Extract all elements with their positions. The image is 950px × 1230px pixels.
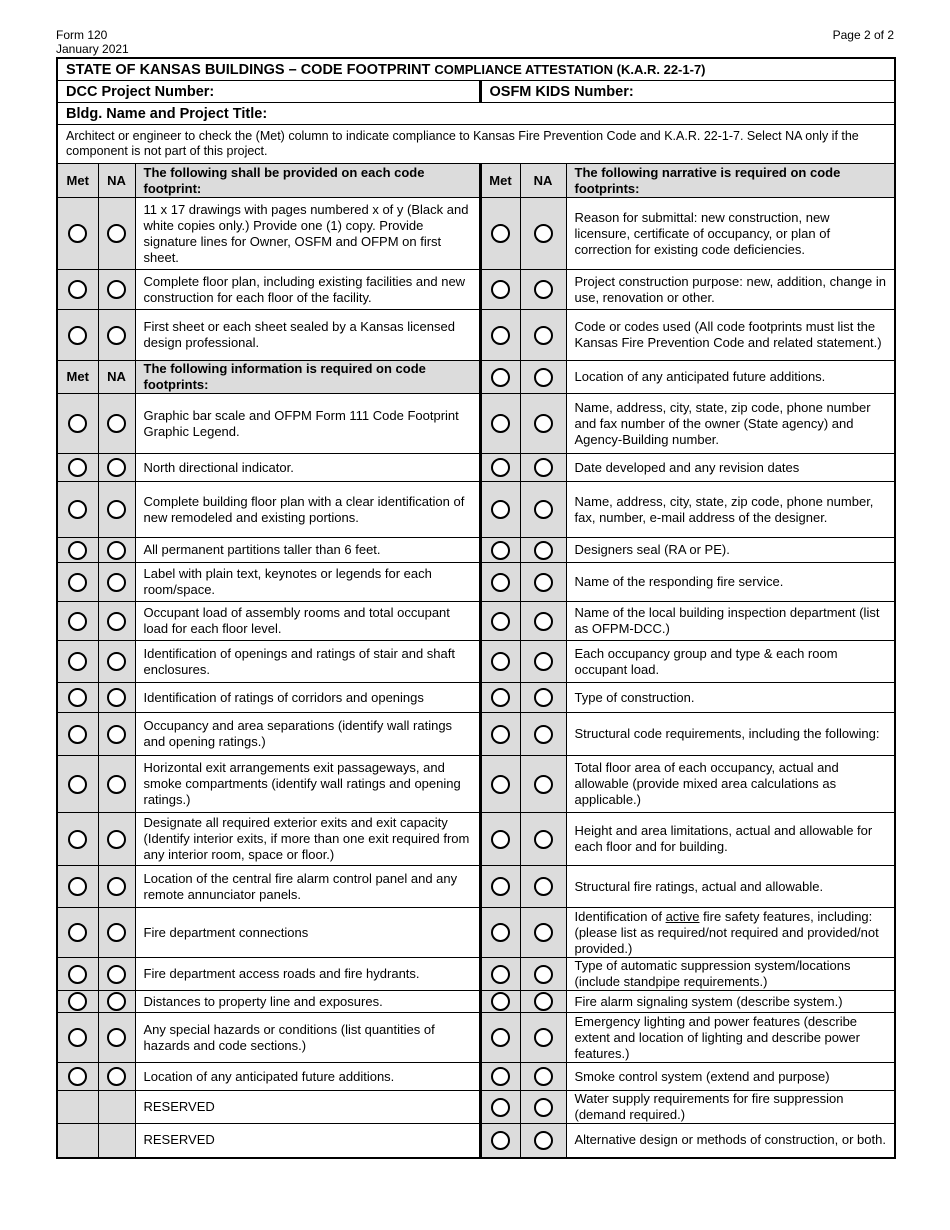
left-na-radio[interactable] [107,500,126,519]
empty-check-cell [98,1124,135,1158]
right-met-cell [480,454,520,482]
right-met-cell [480,1063,520,1091]
right-na-cell [520,756,566,813]
left-item-text: Fire department connections [135,908,480,958]
table-row [57,713,895,756]
right-item-text-underline: active [665,908,700,924]
left-na-cell [98,813,135,866]
table-row [57,482,895,538]
right-na-radio[interactable] [534,224,553,243]
left-na-cell [98,756,135,813]
table-row [57,866,895,908]
right-na-radio[interactable] [534,923,553,942]
left-met-cell [57,991,98,1013]
left-met-radio[interactable] [68,1067,87,1086]
right-met-cell [480,866,520,908]
osfm-kids-number-label: OSFM KIDS Number: [489,83,634,100]
right-section-heading: The following narrative is required on code footprints: [566,164,895,198]
left-na-cell [98,602,135,641]
left-met-cell [57,538,98,563]
left-met-cell [57,813,98,866]
right-met-radio[interactable] [491,652,510,671]
right-na-radio[interactable] [534,652,553,671]
left-na-cell [98,641,135,683]
right-item-text: Structural code requirements, including the following: [566,713,895,756]
right-na-radio[interactable] [534,326,553,345]
right-na-radio[interactable] [534,877,553,896]
na-column-header: NA [98,164,135,198]
left-na-cell [98,310,135,361]
left-met-cell [57,713,98,756]
left-met-cell [57,198,98,270]
right-met-cell [480,756,520,813]
table-row [57,602,895,641]
right-na-cell [520,361,566,394]
right-met-radio[interactable] [491,923,510,942]
right-met-radio[interactable] [491,877,510,896]
left-item-text: Horizontal exit arrangements exit passageways, and smoke compartments (identify wall ratings and opening ratings.) [135,756,480,813]
met-column-header: Met [480,164,520,198]
right-met-cell [480,1013,520,1063]
right-na-radio[interactable] [534,1067,553,1086]
right-item-text: Emergency lighting and power features (describe extent and location of lighting and describe power features.) [566,1013,895,1063]
left-item-text: Complete floor plan, including existing facilities and new construction for each floor of the facility. [135,270,480,310]
table-row [57,538,895,563]
right-met-radio[interactable] [491,1028,510,1047]
right-na-cell [520,866,566,908]
right-na-radio[interactable] [534,1098,553,1117]
right-met-cell [480,538,520,563]
right-item-text: Height and area limitations, actual and allowable for each floor and for building. [566,813,895,866]
right-met-radio[interactable] [491,458,510,477]
right-na-cell [520,270,566,310]
table-row [57,563,895,602]
right-met-radio[interactable] [491,326,510,345]
left-na-cell [98,270,135,310]
right-na-radio[interactable] [534,280,553,299]
right-na-radio[interactable] [534,992,553,1011]
right-met-radio[interactable] [491,830,510,849]
right-item-text: Total floor area of each occupancy, actual and allowable (provide mixed area calculations as applicable.) [566,756,895,813]
form-info [56,28,129,56]
left-met-radio[interactable] [68,612,87,631]
left-met-radio[interactable] [68,458,87,477]
left-met-cell [57,310,98,361]
left-item-text: First sheet or each sheet sealed by a Kansas licensed design professional. [135,310,480,361]
right-met-radio[interactable] [491,725,510,744]
right-met-radio[interactable] [491,612,510,631]
right-na-cell [520,310,566,361]
left-na-cell [98,198,135,270]
right-met-cell [480,713,520,756]
left-na-cell [98,908,135,958]
right-met-radio[interactable] [491,368,510,387]
left-met-cell [57,958,98,991]
right-met-cell [480,991,520,1013]
left-na-radio[interactable] [107,725,126,744]
left-item-text: Any special hazards or conditions (list quantities of hazards and code sections.) [135,1013,480,1063]
right-na-radio[interactable] [534,612,553,631]
right-na-cell [520,1063,566,1091]
table-row [57,683,895,713]
right-met-cell [480,1124,520,1158]
right-item-text: Project construction purpose: new, addition, change in use, renovation or other. [566,270,895,310]
right-item-text: Location of any anticipated future additions. [566,361,895,394]
left-item-text: Label with plain text, keynotes or legends for each room/space. [135,563,480,602]
left-met-radio[interactable] [68,414,87,433]
right-na-radio[interactable] [534,775,553,794]
left-met-radio[interactable] [68,877,87,896]
left-met-radio[interactable] [68,652,87,671]
right-item-text: Water supply requirements for fire suppression (demand required.) [566,1091,895,1124]
left-na-cell [98,713,135,756]
left-na-radio[interactable] [107,1067,126,1086]
left-na-radio[interactable] [107,541,126,560]
na-column-header: NA [520,164,566,198]
left-met-radio[interactable] [68,992,87,1011]
table-row [57,1063,895,1091]
left-met-radio[interactable] [68,965,87,984]
right-met-cell [480,482,520,538]
right-na-radio[interactable] [534,725,553,744]
instructions: Architect or engineer to check the (Met) column to indicate compliance to Kansas Fire Prevention Code and K.A.R. 22-1-7. Select NA only if the component is not part of this project. [57,125,895,164]
table-row [57,908,895,958]
right-na-cell [520,1091,566,1124]
right-met-radio[interactable] [491,414,510,433]
right-na-cell [520,394,566,454]
compliance-table [56,57,896,1159]
right-na-cell [520,1013,566,1063]
table-row [57,361,895,394]
right-met-cell [480,958,520,991]
right-na-cell [520,713,566,756]
left-na-radio[interactable] [107,923,126,942]
form-title-sub: COMPLIANCE ATTESTATION (K.A.R. 22-1-7) [434,61,706,77]
empty-check-cell [98,1091,135,1124]
left-item-text: RESERVED [135,1091,480,1124]
left-item-text: RESERVED [135,1124,480,1158]
right-met-radio[interactable] [491,688,510,707]
right-met-cell [480,683,520,713]
left-na-radio[interactable] [107,224,126,243]
left-met-cell [57,394,98,454]
left-met-cell [57,454,98,482]
table-row [57,394,895,454]
right-na-radio[interactable] [534,458,553,477]
right-na-radio[interactable] [534,368,553,387]
right-met-radio[interactable] [491,1098,510,1117]
left-met-cell [57,866,98,908]
right-met-radio[interactable] [491,573,510,592]
table-row [57,270,895,310]
right-met-cell [480,641,520,683]
right-met-cell [480,361,520,394]
left-item-text: Occupant load of assembly rooms and total occupant load for each floor level. [135,602,480,641]
na-column-header: NA [98,361,135,394]
left-na-cell [98,683,135,713]
right-na-cell [520,482,566,538]
form-number: Form 120 [56,28,108,42]
left-item-text: All permanent partitions taller than 6 feet. [135,538,480,563]
right-na-radio[interactable] [534,965,553,984]
form-title-main: STATE OF KANSAS BUILDINGS – CODE FOOTPRINT [66,61,431,78]
right-met-radio[interactable] [491,541,510,560]
right-met-cell [480,563,520,602]
right-na-radio[interactable] [534,541,553,560]
osfm-kids-number-field[interactable] [480,81,895,103]
right-met-radio[interactable] [491,280,510,299]
left-met-radio[interactable] [68,224,87,243]
left-na-radio[interactable] [107,612,126,631]
right-met-radio[interactable] [491,992,510,1011]
right-na-radio[interactable] [534,414,553,433]
left-met-radio[interactable] [68,500,87,519]
right-item-text: Fire alarm signaling system (describe system.) [566,991,895,1013]
left-na-radio[interactable] [107,877,126,896]
left-met-radio[interactable] [68,1028,87,1047]
left-met-radio[interactable] [68,725,87,744]
left-na-radio[interactable] [107,992,126,1011]
right-met-cell [480,198,520,270]
left-item-text: North directional indicator. [135,454,480,482]
left-met-radio[interactable] [68,326,87,345]
right-item-text: Structural fire ratings, actual and allowable. [566,866,895,908]
right-na-cell [520,908,566,958]
left-na-radio[interactable] [107,1028,126,1047]
left-met-cell [57,756,98,813]
dcc-project-number-label: DCC Project Number: [66,83,215,100]
left-na-cell [98,454,135,482]
left-na-radio[interactable] [107,326,126,345]
dcc-project-number-field[interactable] [57,81,480,103]
left-item-text: Location of the central fire alarm control panel and any remote annunciator panels. [135,866,480,908]
empty-check-cell [57,1124,98,1158]
right-met-cell [480,908,520,958]
right-met-radio[interactable] [491,500,510,519]
right-item-text [566,908,895,958]
table-row [57,1013,895,1063]
left-met-cell [57,1013,98,1063]
left-met-radio[interactable] [68,923,87,942]
left-met-cell [57,641,98,683]
right-met-radio[interactable] [491,775,510,794]
left-na-radio[interactable] [107,775,126,794]
met-column-header: Met [57,361,98,394]
right-na-radio[interactable] [534,573,553,592]
right-met-cell [480,310,520,361]
left-item-text: 11 x 17 drawings with pages numbered x of y (Black and white copies only.) Provide one (1) copy. Provide signature lines for Owner, OSFM and OFPM on first sheet. [135,198,480,270]
left-met-radio[interactable] [68,280,87,299]
right-item-text: Name of the responding fire service. [566,563,895,602]
left-na-radio[interactable] [107,280,126,299]
left-item-text: Fire department access roads and fire hydrants. [135,958,480,991]
left-met-cell [57,602,98,641]
left-na-cell [98,394,135,454]
right-item-text: Date developed and any revision dates [566,454,895,482]
left-na-cell [98,1013,135,1063]
table-row [57,813,895,866]
right-na-cell [520,683,566,713]
left-met-radio[interactable] [68,830,87,849]
met-column-header: Met [57,164,98,198]
left-na-radio[interactable] [107,965,126,984]
right-item-text: Smoke control system (extend and purpose) [566,1063,895,1091]
left-na-radio[interactable] [107,652,126,671]
right-na-cell [520,602,566,641]
right-item-text-lead: Identification of [574,908,662,924]
left-item-text: Occupancy and area separations (identify wall ratings and opening ratings.) [135,713,480,756]
left-na-cell [98,482,135,538]
left-na-radio[interactable] [107,573,126,592]
right-met-cell [480,813,520,866]
form-title [57,58,895,81]
left-na-cell [98,866,135,908]
left-na-cell [98,1063,135,1091]
right-na-radio[interactable] [534,500,553,519]
right-met-cell [480,394,520,454]
left-item-text: Graphic bar scale and OFPM Form 111 Code Footprint Graphic Legend. [135,394,480,454]
right-na-cell [520,991,566,1013]
table-row [57,756,895,813]
right-na-radio[interactable] [534,688,553,707]
right-item-text: Designers seal (RA or PE). [566,538,895,563]
right-item-text: Name, address, city, state, zip code, phone number and fax number of the owner (State agency) and Agency-Building number. [566,394,895,454]
left-item-text: Identification of ratings of corridors and openings [135,683,480,713]
left-na-cell [98,958,135,991]
right-item-text: Each occupancy group and type & each room occupant load. [566,641,895,683]
table-row [57,958,895,991]
right-met-cell [480,1091,520,1124]
left-met-cell [57,270,98,310]
table-row [57,1091,895,1124]
right-na-cell [520,198,566,270]
right-met-radio[interactable] [491,965,510,984]
table-row [57,991,895,1013]
bldg-name-label: Bldg. Name and Project Title: [66,105,268,122]
left-met-radio[interactable] [68,688,87,707]
empty-check-cell [57,1091,98,1124]
left-section-heading: The following information is required on code footprints: [135,361,480,394]
left-met-radio[interactable] [68,573,87,592]
left-met-cell [57,1063,98,1091]
table-row [57,1124,895,1158]
right-na-cell [520,454,566,482]
table-row [57,641,895,683]
left-met-radio[interactable] [68,541,87,560]
page-number: Page 2 of 2 [832,28,894,42]
table-row [57,198,895,270]
right-item-text: Alternative design or methods of construction, or both. [566,1124,895,1158]
left-met-cell [57,908,98,958]
left-item-text: Identification of openings and ratings of stair and shaft enclosures. [135,641,480,683]
right-na-radio[interactable] [534,830,553,849]
left-na-radio[interactable] [107,830,126,849]
right-item-text-rest: fire safety features, including: (please list as required/not required and provided/not provided.) [574,908,879,956]
left-met-cell [57,683,98,713]
right-na-cell [520,1124,566,1158]
left-section-heading: The following shall be provided on each code footprint: [135,164,480,198]
right-na-cell [520,538,566,563]
left-met-cell [57,482,98,538]
left-met-radio[interactable] [68,775,87,794]
left-na-cell [98,538,135,563]
left-na-radio[interactable] [107,688,126,707]
right-na-cell [520,563,566,602]
right-na-cell [520,813,566,866]
right-met-cell [480,270,520,310]
right-item-text: Reason for submittal: new construction, new licensure, certificate of occupancy, or plan of correction for existing code deficiencies. [566,198,895,270]
table-row [57,454,895,482]
right-na-radio[interactable] [534,1131,553,1150]
table-row [57,310,895,361]
left-na-radio[interactable] [107,458,126,477]
left-na-cell [98,991,135,1013]
right-item-text: Name, address, city, state, zip code, phone number, fax, number, e-mail address of the designer. [566,482,895,538]
table-row [57,164,895,198]
form-date: January 2021 [56,42,129,56]
right-na-radio[interactable] [534,1028,553,1047]
left-na-cell [98,563,135,602]
bldg-name-field[interactable] [57,103,895,125]
right-item-text: Type of construction. [566,683,895,713]
right-met-radio[interactable] [491,224,510,243]
right-met-cell [480,602,520,641]
left-item-text: Distances to property line and exposures. [135,991,480,1013]
right-item-text: Code or codes used (All code footprints must list the Kansas Fire Prevention Code and related statement.) [566,310,895,361]
right-met-radio[interactable] [491,1131,510,1150]
left-item-text: Designate all required exterior exits and exit capacity (Identify interior exits, if more than one exit required from any interior room, space or floor.) [135,813,480,866]
right-met-radio[interactable] [491,1067,510,1086]
right-na-cell [520,641,566,683]
left-met-cell [57,563,98,602]
left-item-text: Complete building floor plan with a clear identification of new remodeled and existing portions. [135,482,480,538]
right-na-cell [520,958,566,991]
right-item-text: Type of automatic suppression system/locations (include standpipe requirements.) [566,958,895,991]
left-item-text: Location of any anticipated future additions. [135,1063,480,1091]
left-na-radio[interactable] [107,414,126,433]
right-item-text: Name of the local building inspection department (list as OFPM-DCC.) [566,602,895,641]
